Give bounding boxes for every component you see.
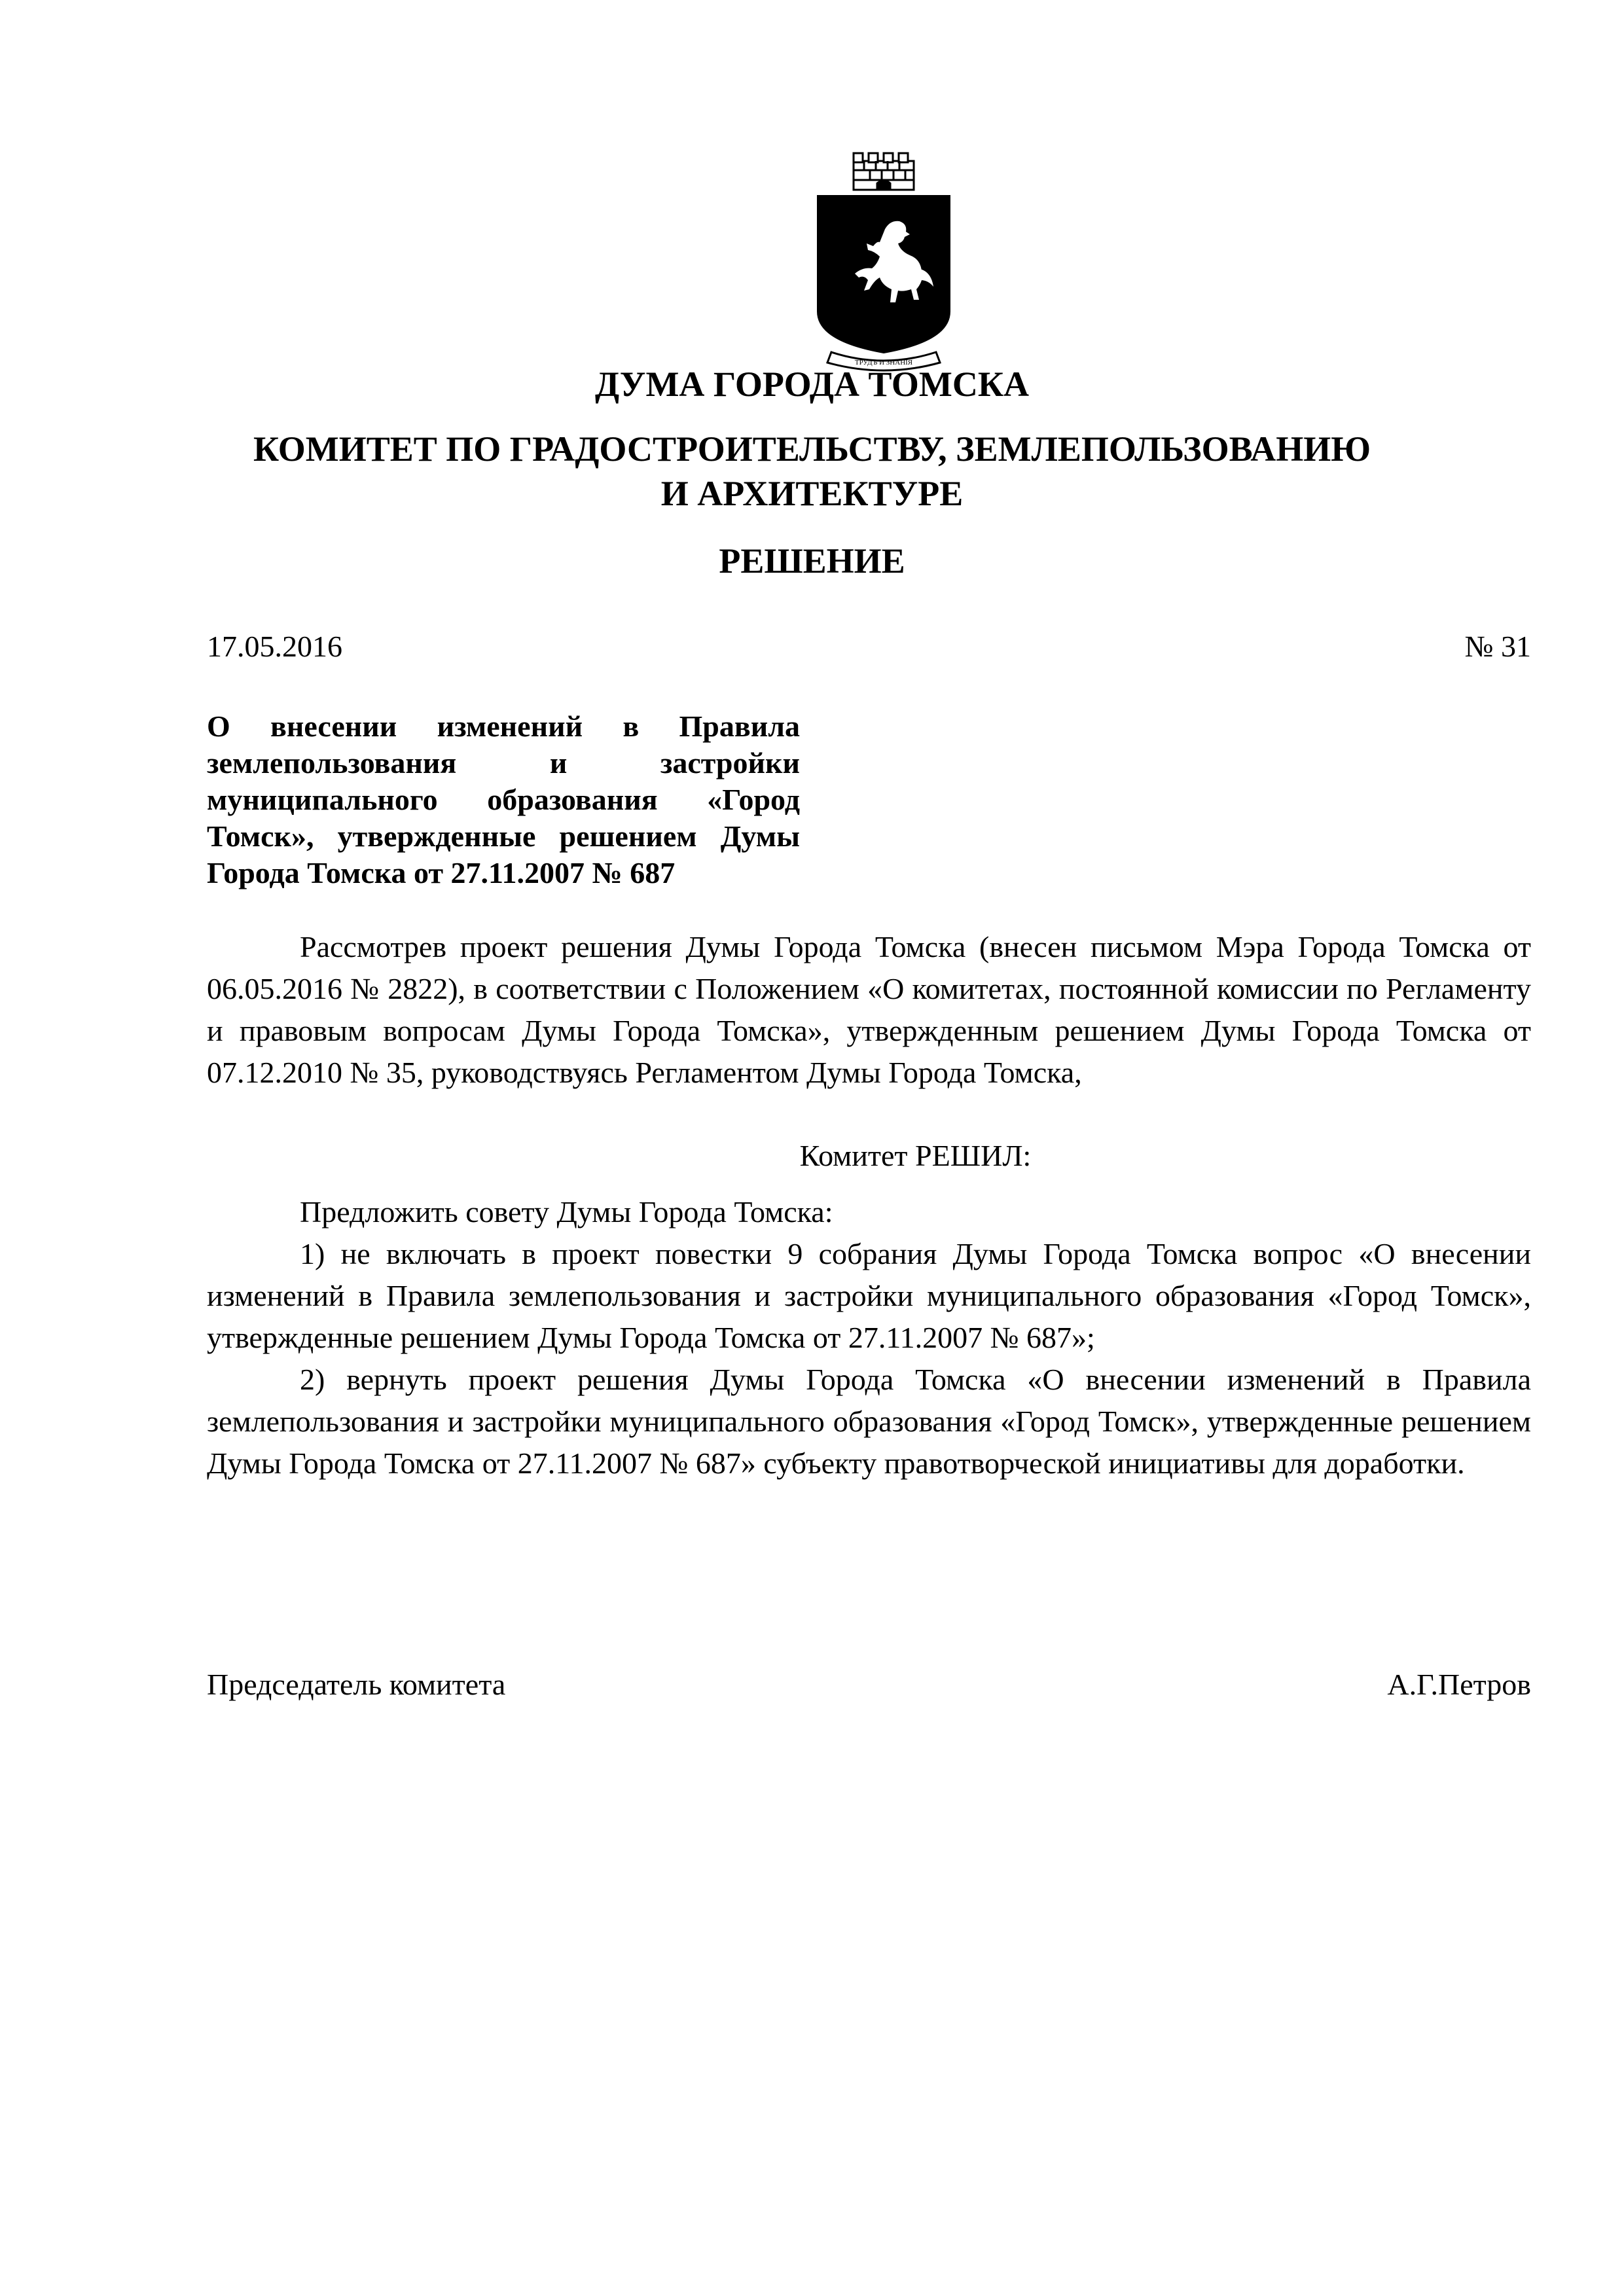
document-type: РЕШЕНИЕ [719,541,905,581]
decision-item-2: 2) вернуть проект решения Думы Города Томска «О внесении изменений в Правила землепользования и застройки муниципального образования «Город Томск», утвержденные решением Думы Города Томска от 27.11.2007 № 687» субъекту правотворческой инициативы для доработки. [207,1363,1531,1480]
tomsk-coat-of-arms-icon [812,152,956,374]
document-date: 17.05.2016 [207,630,342,663]
signatory-position: Председатель комитета [207,1668,506,1701]
committee-title [0,427,1624,516]
propose-paragraph: Предложить совету Думы Города Томска: [300,1195,833,1229]
decision-item-1: 1) не включать в проект повестки 9 собрания Думы Города Томска вопрос «О внесении изменений в Правила землепользования и застройки муниципального образования «Город Томск», утвержденные решением Думы Города Томска от 27.11.2007 № 687»; [207,1237,1531,1354]
svg-text:ТРУДЪ И ЗНАНIЯ: ТРУДЪ И ЗНАНIЯ [854,359,913,367]
committee-title-line1: КОМИТЕТ ПО ГРАДОСТРОИТЕЛЬСТВУ, ЗЕМЛЕПОЛЬЗОВАНИЮ [253,429,1371,469]
signatory-name: А.Г.Петров [1387,1668,1531,1701]
document-subject: О внесении изменений в Правила землепользования и застройки муниципального образования «Город Томск», утвержденные решением Думы Города Томска от 27.11.2007 № 687 [207,709,800,889]
document-number: № 31 [1464,630,1531,663]
mural-crown [854,153,914,190]
committee-title-line2: И АРХИТЕКТУРЕ [660,474,964,513]
organization-title: ДУМА ГОРОДА ТОМСКА [595,365,1029,404]
preamble-paragraph: Рассмотрев проект решения Думы Города Томска (внесен письмом Мэра Города Томска от 06.05.2016 № 2822), в соответствии с Положением «О комитетах, постоянной комиссии по Регламенту и правовым вопросам Думы Города Томска», утвержденным решением Думы Города Томска от 07.12.2010 № 35, руководствуясь Регламентом Думы Города Томска, [207,930,1531,1089]
resolved-heading: Комитет РЕШИЛ: [799,1139,1032,1172]
